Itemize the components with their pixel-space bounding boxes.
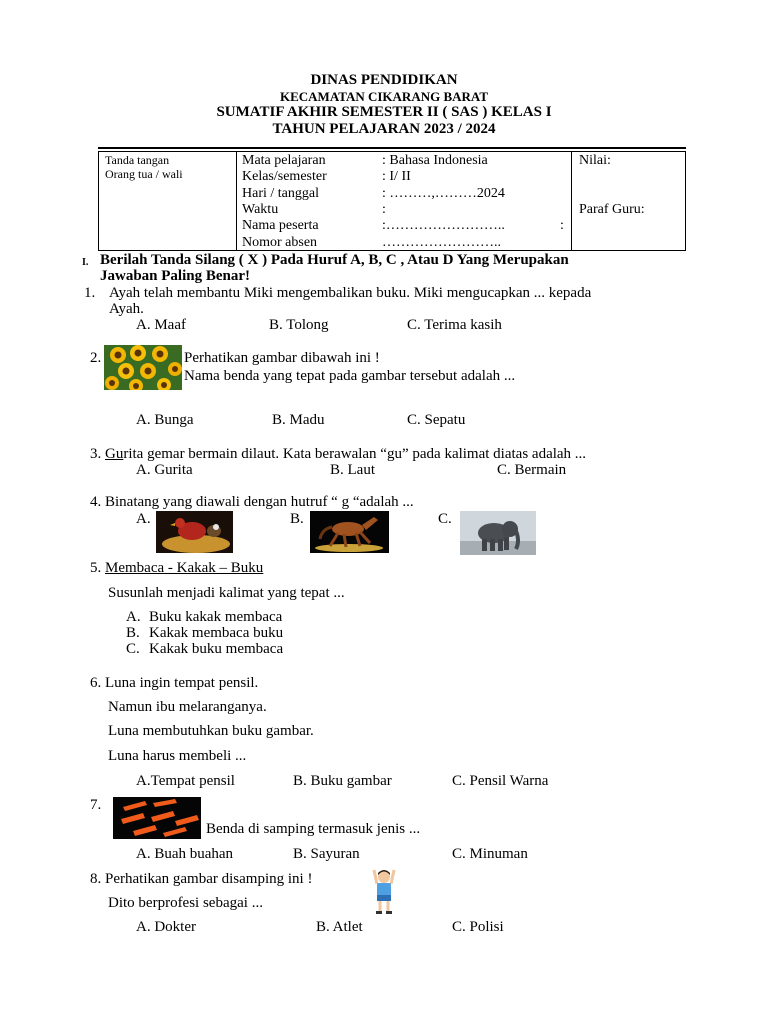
q5-option-c[interactable]: Kakak buku membaca (149, 641, 284, 657)
label-class: Kelas/semester (242, 169, 327, 184)
q3-option-a[interactable]: A. Gurita (136, 462, 193, 478)
q1-text-1: Ayah telah membantu Miki mengembalikan buku. Miki mengucapkan ... kepada (109, 285, 592, 301)
q2-option-b[interactable]: B. Madu (272, 412, 325, 428)
q3-number: 3. (90, 446, 102, 462)
nilai-label: Nilai: (579, 153, 611, 168)
paraf-guru-label: Paraf Guru: (579, 202, 645, 217)
horse-image[interactable] (310, 511, 389, 553)
q2-option-c[interactable]: C. Sepatu (407, 412, 466, 428)
info-box-divider-1 (236, 151, 237, 251)
q2-option-a[interactable]: A. Bunga (136, 412, 194, 428)
label-name: Nama peserta (242, 218, 319, 233)
q1-option-b[interactable]: B. Tolong (269, 317, 329, 333)
q2-text-2: Nama benda yang tepat pada gambar tersebut adalah ... (184, 368, 516, 384)
q4-option-b[interactable]: B. (290, 511, 304, 527)
q5-option-c-letter[interactable]: C. (126, 641, 140, 657)
q7-number: 7. (90, 797, 102, 813)
q4-text: 4. Binatang yang diawali dengan hutruf “ g “adalah ... (90, 494, 414, 510)
value-subject: : Bahasa Indonesia (382, 153, 488, 168)
q6-line-2: Namun ibu melaranganya. (108, 699, 267, 715)
chicken-image[interactable] (156, 511, 233, 553)
q5-option-b-letter[interactable]: B. (126, 625, 140, 641)
q5-words: Membaca - Kakak – Buku (105, 560, 264, 576)
value-date[interactable]: : ………,………2024 (382, 186, 505, 201)
q5-number: 5. (90, 560, 102, 576)
value-class: : I/ II (382, 169, 411, 184)
value-name-colon: : (560, 218, 564, 233)
q7-option-c[interactable]: C. Minuman (452, 846, 528, 862)
elephant-image[interactable] (460, 511, 536, 555)
info-box-top-rule (98, 147, 686, 149)
label-time: Waktu (242, 202, 279, 217)
q2-text-1: Perhatikan gambar dibawah ini ! (184, 350, 380, 366)
section-number: I. (82, 257, 89, 268)
label-absen: Nomor absen (242, 235, 318, 250)
carrots-image (113, 797, 201, 839)
q5-option-a[interactable]: Buku kakak membaca (149, 609, 283, 625)
q3-text-rest: rita gemar bermain dilaut. Kata berawalan “gu” pada kalimat diatas adalah ... (123, 446, 587, 462)
q1-number: 1. (84, 285, 96, 301)
instruction-line-2: Jawaban Paling Benar! (100, 268, 251, 284)
q6-line-4: Luna harus membeli ... (108, 748, 247, 764)
q8-text-2: Dito berprofesi sebagai ... (108, 895, 263, 911)
q1-text-2: Ayah. (109, 301, 144, 317)
label-date: Hari / tanggal (242, 186, 319, 201)
q6-line-1: 6. Luna ingin tempat pensil. (90, 675, 259, 691)
q6-option-b[interactable]: B. Buku gambar (293, 773, 392, 789)
q2-number: 2. (90, 350, 102, 366)
q3-option-b[interactable]: B. Laut (330, 462, 375, 478)
q7-option-a[interactable]: A. Buah buahan (136, 846, 234, 862)
header-line-2: KECAMATAN CIKARANG BARAT (280, 89, 488, 104)
q4-option-a[interactable]: A. (136, 511, 151, 527)
label-subject: Mata pelajaran (242, 153, 326, 168)
q3-text (90, 446, 586, 463)
q5-option-b[interactable]: Kakak membaca buku (149, 625, 284, 641)
q8-option-a[interactable]: A. Dokter (136, 919, 196, 935)
header-line-4: TAHUN PELAJARAN 2023 / 2024 (272, 121, 496, 137)
info-box-divider-2 (571, 151, 572, 251)
q6-option-a[interactable]: A.Tempat pensil (136, 773, 235, 789)
q6-option-c[interactable]: C. Pensil Warna (452, 773, 549, 789)
q8-option-c[interactable]: C. Polisi (452, 919, 504, 935)
q1-option-c[interactable]: C. Terima kasih (407, 317, 502, 333)
value-time[interactable]: : (382, 202, 386, 217)
header-line-3: SUMATIF AKHIR SEMESTER II ( SAS ) KELAS I (216, 104, 552, 120)
sign-label-2: Orang tua / wali (105, 167, 183, 181)
q8-text-1: 8. Perhatikan gambar disamping ini ! (90, 871, 313, 887)
q5-heading (90, 560, 263, 577)
q5-text: Susunlah menjadi kalimat yang tepat ... (108, 585, 345, 601)
q1-option-a[interactable]: A. Maaf (136, 317, 186, 333)
q7-text: Benda di samping termasuk jenis ... (206, 821, 421, 837)
q3-underlined-prefix: Gu (105, 446, 124, 462)
q5-option-a-letter[interactable]: A. (126, 609, 141, 625)
q3-option-c[interactable]: C. Bermain (497, 462, 567, 478)
header-line-1: DINAS PENDIDIKAN (310, 72, 458, 88)
q8-option-b[interactable]: B. Atlet (316, 919, 363, 935)
instruction-line-1: Berilah Tanda Silang ( X ) Pada Huruf A, B, C , Atau D Yang Merupakan (100, 252, 569, 268)
q7-option-b[interactable]: B. Sayuran (293, 846, 360, 862)
q4-option-c[interactable]: C. (438, 511, 452, 527)
athlete-boy-image (371, 866, 397, 916)
value-absen[interactable]: …………………….. (382, 235, 501, 250)
sign-label-1: Tanda tangan (105, 153, 170, 167)
value-name[interactable]: :…………………….. (382, 218, 505, 233)
q6-line-3: Luna membutuhkan buku gambar. (108, 723, 314, 739)
sunflowers-image (104, 345, 182, 390)
